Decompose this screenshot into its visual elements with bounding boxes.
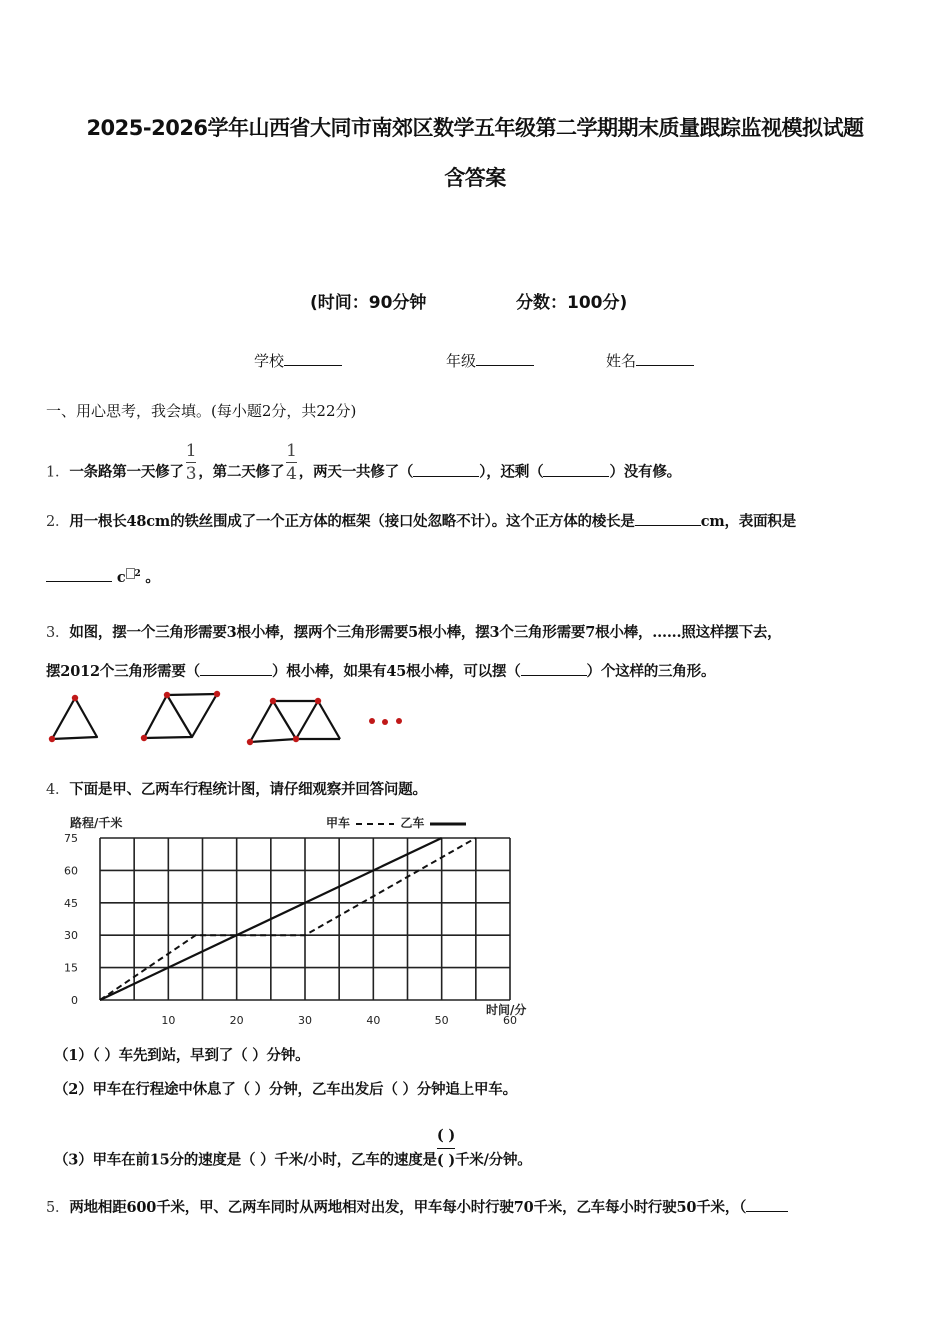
travel-distance-chart [40,805,540,1035]
question-text: cm，表面积是 [700,513,797,530]
question-text: （3）甲车在前15分的速度是（ ）千米/小时，乙车的速度是 [54,1151,437,1169]
name-label: 姓名 [606,352,637,370]
triangle-pattern-figure [40,685,420,755]
question-text: ），还剩（ [479,463,544,481]
question-text: 如图，摆一个三角形需要3根小棒，摆两个三角形需要5根小棒，摆3个三角形需要7根小棒，......照这样摆下去， [69,624,782,641]
x-axis-label: 时间/分 [486,1003,527,1017]
question-text: 两地相距600千米，甲、乙两车同时从两地相对出发，甲车每小时行驶70千米，乙车每小时行驶50千米，（ [69,1199,747,1216]
chart-grid [100,838,510,1000]
section-heading: 一、用心思考，我会填。(每小题2分，共22分) [46,402,357,420]
document-title-line2: 含答案 [444,166,506,190]
question-4-part-3 [54,1127,532,1185]
missing-glyph-box [126,568,135,579]
legend-jia-label: 甲车 [326,816,351,830]
question-number: 1． [46,464,70,481]
question-5 [46,1196,788,1217]
answer-blank[interactable] [543,462,609,477]
question-2 [46,510,796,531]
question-text: ，两天一共修了（ [298,463,414,481]
answer-blank[interactable] [635,511,701,526]
question-4 [46,778,427,799]
question-4-part-2: （2）甲车在行程途中休息了（ ）分钟，乙车出发后（ ）分钟追上甲车。 [54,1081,517,1098]
svg-text:75: 75 [64,832,78,845]
fraction-numerator-blank[interactable]: ( ) [436,1127,455,1144]
question-number: 3． [46,625,70,641]
svg-text:30: 30 [298,1014,312,1027]
fraction-denominator: 4 [286,464,297,484]
svg-text:30: 30 [64,929,78,943]
question-3-line2 [46,660,715,681]
question-text: 千米/分钟。 [454,1151,532,1169]
fraction-denominator-blank[interactable]: ( ) [437,1148,455,1173]
answer-blank[interactable] [521,661,587,676]
question-number: 4． [46,782,70,798]
question-text: 用一根长48cm的铁丝围成了一个正方体的框架（接口处忽略不计）。这个正方体的棱长是 [69,513,635,530]
answer-blank[interactable] [413,462,479,477]
name-field[interactable] [606,350,694,371]
chart-series [100,838,476,1000]
grade-blank[interactable] [476,351,534,366]
answer-blank[interactable] [746,1197,788,1212]
question-text: 。 [145,569,160,586]
fraction-denominator: 3 [185,464,197,484]
question-number: 5． [46,1200,70,1216]
question-number: 2． [46,514,70,530]
question-text: ）个这样的三角形。 [586,663,716,680]
svg-text:60: 60 [64,864,78,878]
chart-plot [40,805,540,1035]
grade-label: 年级 [446,352,477,370]
unit-text: c [116,569,126,586]
x-ticks [161,1014,517,1027]
answer-blank[interactable] [46,567,112,582]
exam-score: 分数：100分) [516,293,628,313]
question-text: ，第二天修了 [198,463,285,481]
question-text: 摆2012个三角形需要（ [46,663,200,680]
svg-text:45: 45 [64,896,78,910]
fraction-numerator: 1 [185,441,197,461]
question-text: 一条路第一天修了 [69,463,184,481]
question-1 [46,441,681,495]
question-text: ）根小棒，如果有45根小棒，可以摆（ [271,663,521,680]
svg-text:20: 20 [229,1014,244,1027]
fraction-one-fourth [286,440,297,485]
exam-time: (时间：90分钟 [310,293,427,313]
y-ticks [64,832,78,1007]
grade-field[interactable] [446,350,534,371]
question-3 [46,621,781,642]
svg-text:40: 40 [366,1014,381,1027]
svg-text:15: 15 [64,961,78,975]
school-label: 学校 [254,352,285,370]
svg-text:50: 50 [434,1014,449,1027]
y-axis-label: 路程/千米 [70,816,123,830]
unit-superscript: 2 [134,569,141,580]
fraction-one-third [186,440,197,485]
document-title: 2025-2026学年山西省大同市南郊区数学五年级第二学期期末质量跟踪监视模拟试题 [86,116,864,140]
fraction-numerator: 1 [286,441,297,461]
question-text: 下面是甲、乙两车行程统计图，请仔细观察并回答问题。 [69,781,427,798]
question-2-continued [46,566,160,587]
svg-text:60: 60 [503,1014,517,1027]
name-blank[interactable] [636,351,694,366]
school-blank[interactable] [284,351,342,366]
svg-text:0: 0 [71,994,78,1007]
question-4-part-1: （1）（ ）车先到站，早到了（ ）分钟。 [54,1047,310,1064]
fraction-blank[interactable] [437,1124,455,1173]
school-field[interactable] [254,350,342,371]
answer-blank[interactable] [200,661,272,676]
legend-yi-label: 乙车 [400,816,425,830]
svg-text:10: 10 [161,1014,176,1027]
question-text: ）没有修。 [609,463,681,481]
